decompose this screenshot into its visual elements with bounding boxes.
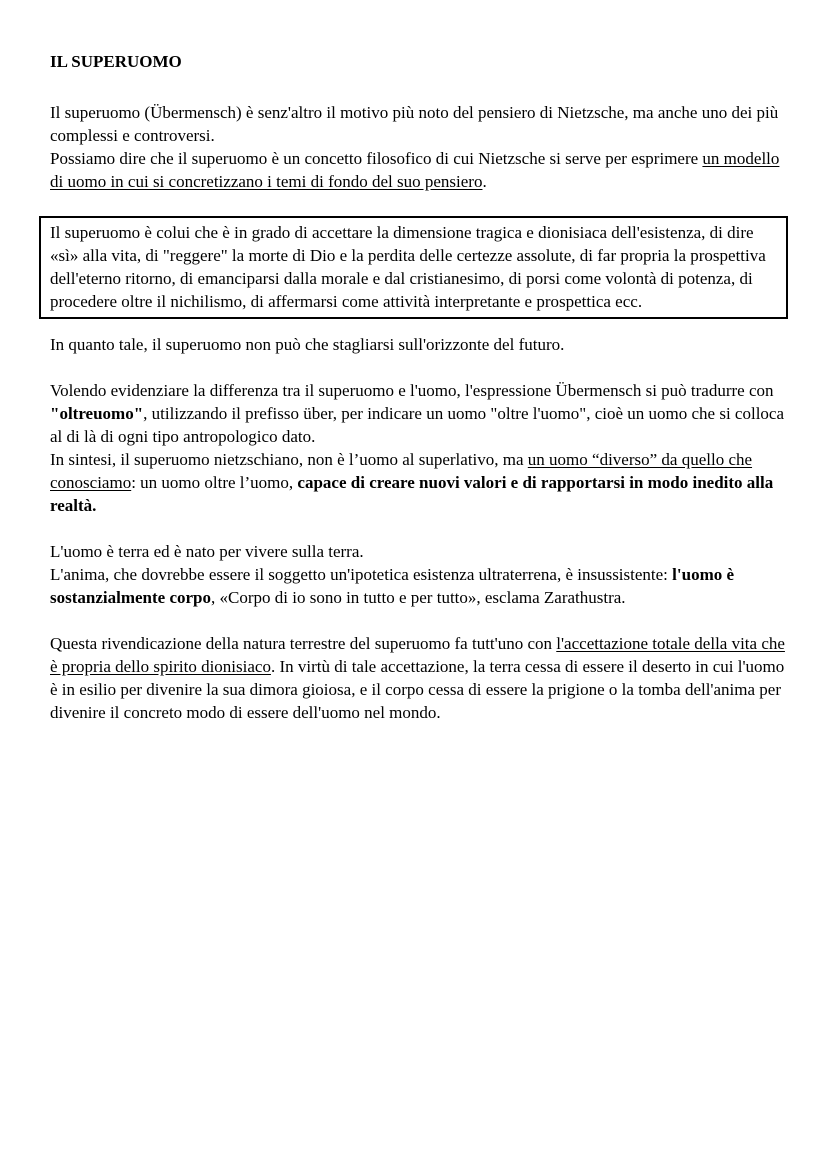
- paragraph-concept-text: Possiamo dire che il superuomo è un concetto filosofico di cui Nietzsche si serve per esprimere: [50, 149, 703, 168]
- paragraph-oltreuomo-end: , utilizzando il prefisso über, per indicare un uomo "oltre l'uomo", cioè un uomo che si colloca al di là di ogni tipo antropologico dato.: [50, 404, 785, 446]
- paragraph-concept-end: .: [482, 172, 487, 191]
- paragraph-dionisiaco-end: . In virtù di tale accettazione, la terra cessa di essere il deserto in cui l'uomo è in esilio per divenire la sua dimora gioiosa, e il corpo cessa di essere la prigione o la tomba dell'anima per divenire il concreto modo di essere dell'uomo nel mondo.: [50, 657, 785, 722]
- paragraph-intro: [50, 101, 790, 147]
- paragraph-dionisiaco-text: Questa rivendicazione della natura terrestre del superuomo fa tutt'uno con: [50, 634, 557, 653]
- paragraph-concept: [50, 147, 790, 193]
- paragraph-anima-end: , «Corpo di io sono in tutto e per tutto», esclama Zarathustra.: [211, 588, 626, 607]
- underlined-diverso-phrase: un uomo “diverso” da quello che conosciamo: [50, 450, 753, 492]
- paragraph-sintesi-text: In sintesi, il superuomo nietzschiano, non è l’uomo al superlativo, ma: [50, 450, 528, 469]
- paragraph-anima-text: L'anima, che dovrebbe essere il soggetto un'ipotetica esistenza ultraterrena, è insussistente:: [50, 565, 673, 584]
- bold-corpo: l'uomo è sostanzialmente corpo: [50, 565, 735, 607]
- bold-nuovi-valori: capace di creare nuovi valori e di rapportarsi in modo inedito alla realtà.: [50, 473, 774, 515]
- paragraph-intro-text: Il superuomo (Übermensch) è senz'altro il motivo più noto del pensiero di Nietzsche, ma anche uno dei più complessi e controversi.: [50, 103, 779, 145]
- definition-box: [39, 216, 788, 319]
- document-title: IL SUPERUOMO: [50, 52, 182, 71]
- underlined-accettazione-phrase: l'accettazione totale della vita che è propria dello spirito dionisiaco: [50, 634, 785, 676]
- definition-box-text: Il superuomo è colui che è in grado di accettare la dimensione tragica e dionisiaca dell'esistenza, di dire «sì» alla vita, di "reggere" la morte di Dio e la perdita delle certezze assolute, di far propria la prospettiva dell'eterno ritorno, di emanciparsi dalla morale e dal cristianesimo, di porsi come volontà di potenza, di procedere oltre il nichilismo, di affermarsi come attività interpretante e prospettica ecc.: [50, 223, 766, 311]
- paragraph-terra: L'uomo è terra ed è nato per vivere sulla terra.: [50, 542, 364, 561]
- paragraph-future: In quanto tale, il superuomo non può che stagliarsi sull'orizzonte del futuro.: [50, 335, 565, 354]
- paragraph-oltreuomo: [50, 379, 790, 448]
- document-page: [50, 50, 790, 747]
- paragraph-dionisiaco: [50, 632, 790, 724]
- paragraph-sintesi-mid: : un uomo oltre l’uomo,: [131, 473, 298, 492]
- paragraph-anima: [50, 563, 790, 609]
- paragraph-oltreuomo-text: Volendo evidenziare la differenza tra il superuomo e l'uomo, l'espressione Übermensch si può tradurre con: [50, 381, 774, 400]
- bold-oltreuomo: "oltreuomo": [50, 404, 144, 423]
- underlined-model-phrase: un modello di uomo in cui si concretizzano i temi di fondo del suo pensiero: [50, 149, 780, 191]
- paragraph-sintesi: [50, 448, 790, 517]
